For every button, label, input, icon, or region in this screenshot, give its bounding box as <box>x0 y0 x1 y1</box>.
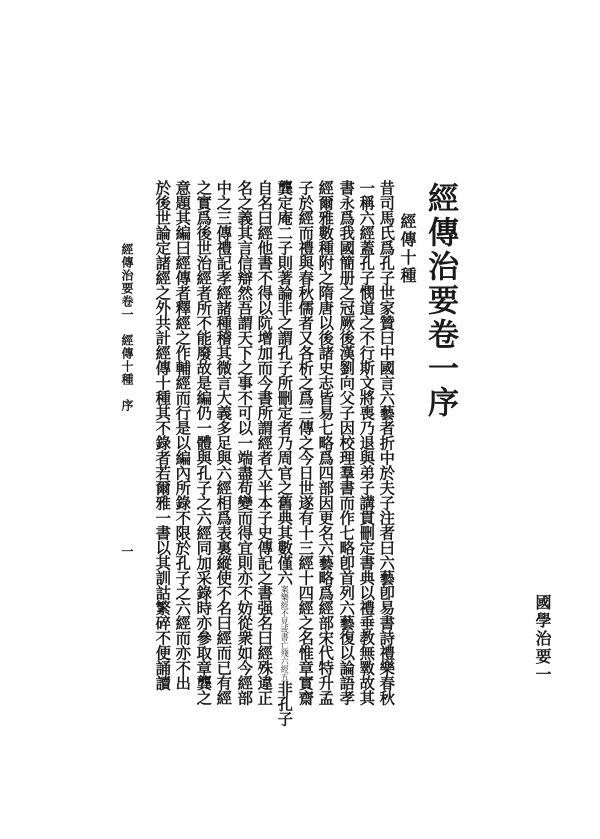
page-number: 一 <box>120 545 134 557</box>
body-column: 名之義其言信辯然吾謂天下之事不可以一端盡苟變而得宜則亦不妨從衆如今經部 <box>235 180 254 705</box>
section-heading: 經傳十種 <box>398 213 417 285</box>
body-column: 昔司馬氏爲孔子世家贊曰中國言六藝者折中於夫子注者曰六藝卽易書詩禮樂春秋 <box>377 180 396 705</box>
body-column: 子於經而禮與春秋儒者又各析之爲三傳之今日世遂有十三經十四經之名惟章實齋 <box>296 180 315 705</box>
body-column: 中之三傳禮記孝經諸種稽其微言大義多足與六經相爲表裏縱使不名曰經而已有經 <box>214 180 233 705</box>
body-column: 書永爲我國簡册之冠厥後漢劉向父子因校理羣書而作七略卽首列六藝復以論語孝 <box>337 180 356 705</box>
body-column <box>275 180 294 726</box>
column-text: 龔定庵二子則著論非之謂孔子所刪定者乃周官之舊典其數僅六 <box>275 180 294 585</box>
page-title: 經傳治要卷一序 <box>422 182 458 420</box>
column-tail: 非孔子 <box>275 681 294 726</box>
body-column: 一稱六經蓋孔子憫道之不行斯文將喪乃退與弟子講貫刪定書典以禮垂教無斁故其 <box>357 180 376 705</box>
series-label: 國學治要一 <box>533 594 552 684</box>
body-column: 自名曰經他書不得以阬增加而今書所謂經者大半本子史傳記之書强名曰經殊違正 <box>255 180 274 705</box>
body-column: 經爾雅數種附之隋唐以後諸史志皆易七略爲四部因更名六藝略爲經部宋代特升孟 <box>316 180 335 705</box>
body-column: 意題其編曰經傳者釋經之作輔經而行是以編內所錄不限於孔子之六經而亦不出 <box>173 180 192 690</box>
inline-note: 案樂經不見或書亡殘六經五 <box>280 585 290 681</box>
body-column: 於後世論定諸經之外共計經傳十種其不錄者若爾雅一書以其訓詁繁碎不便誦讀 <box>153 180 172 690</box>
page-footer: 經傳治要卷一 經傳十種 序 <box>120 243 134 412</box>
body-column: 之實爲後世治經者所不能廢故是編仍一體與孔子之六經同加采錄時亦參取章龔之 <box>194 180 213 705</box>
